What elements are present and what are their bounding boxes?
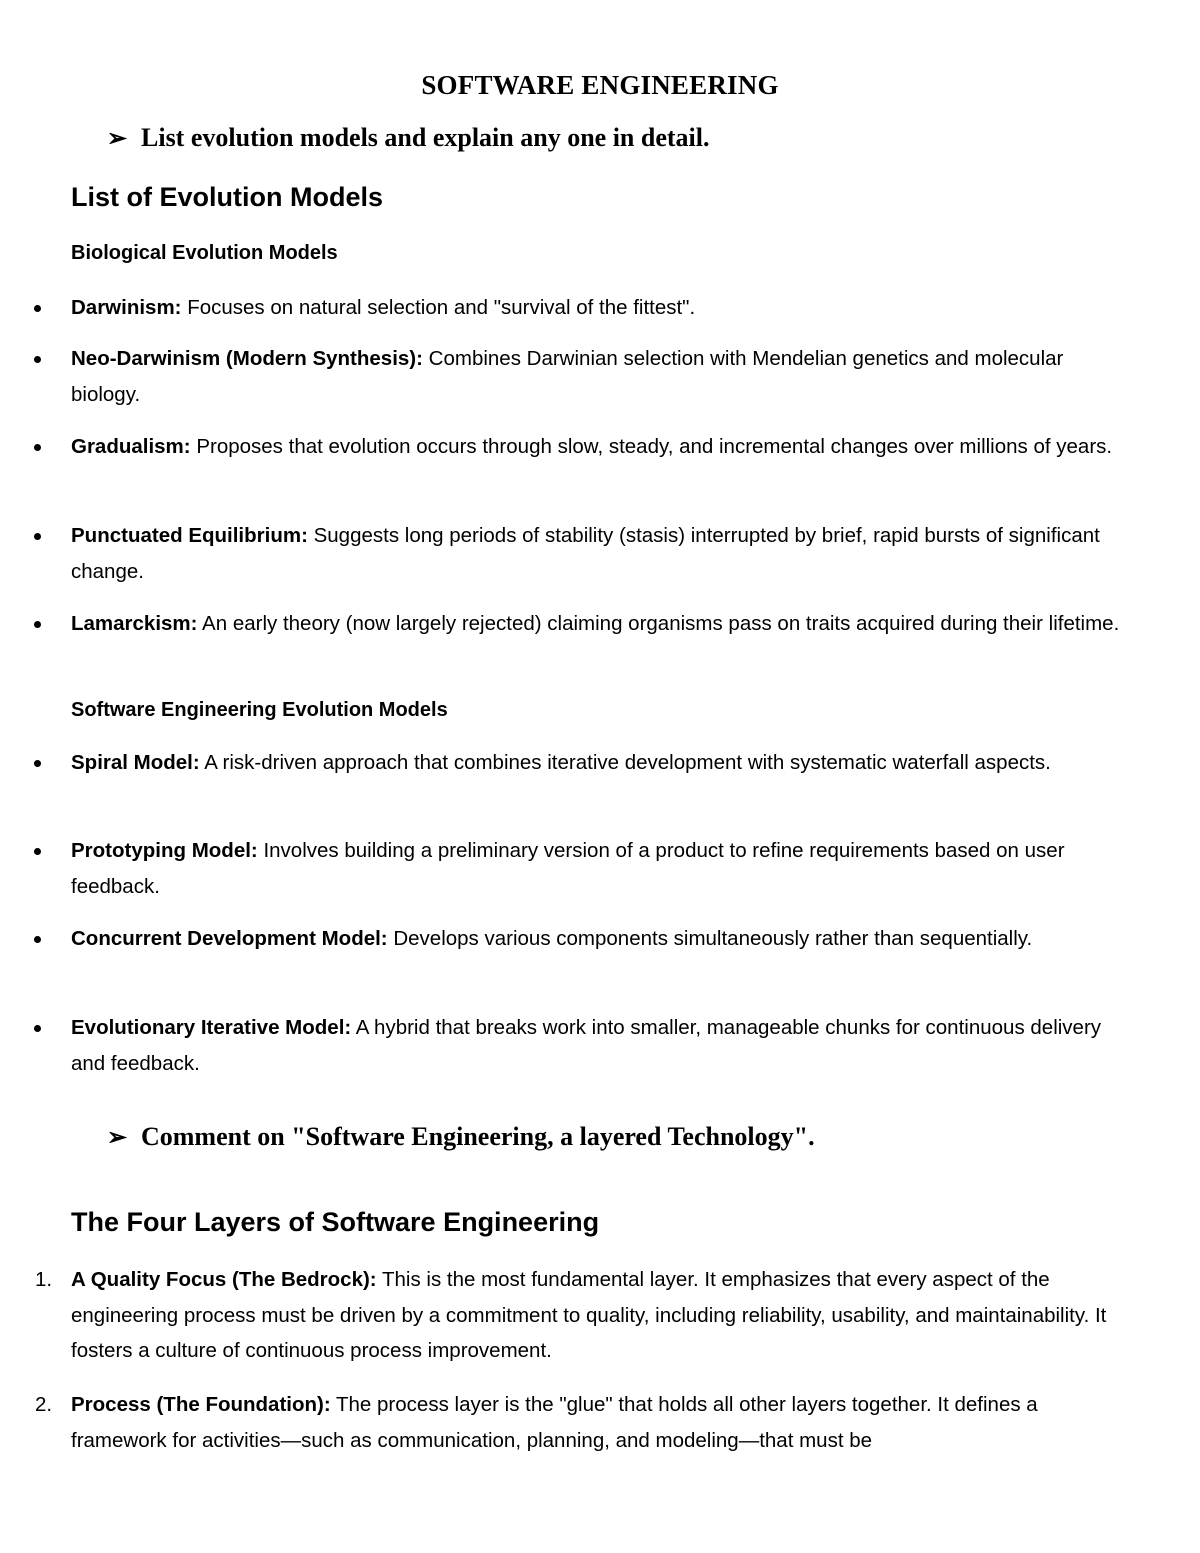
numbered-item-text: The process layer is the "glue" that holds all other layers together. It defines a framework for activities—such as communication, planning, and modeling—that must be	[71, 1393, 1038, 1452]
list-item-spiral-model	[71, 745, 1131, 781]
list-item-text: Proposes that evolution occurs through slow, steady, and incremental changes over millions of years.	[190, 435, 1113, 458]
list-item-text: Involves building a preliminary version of a product to refine requirements based on user feedback.	[71, 839, 1065, 898]
bullet-icon	[34, 621, 41, 628]
list-item-term: Spiral Model:	[71, 751, 200, 774]
arrow-bullet-icon: ➢	[107, 1125, 128, 1151]
bullet-icon	[34, 760, 41, 767]
question-1	[107, 123, 709, 153]
question-2	[107, 1122, 815, 1152]
list-item-neo-darwinism	[71, 341, 1131, 412]
numbered-item-quality-focus	[35, 1262, 1131, 1369]
numbered-item-process	[35, 1387, 1131, 1458]
list-item-term: Punctuated Equilibrium:	[71, 524, 308, 547]
bullet-icon	[34, 533, 41, 540]
list-item-lamarckism	[71, 606, 1131, 642]
list-item-evolutionary-iterative-model	[71, 1010, 1131, 1081]
bullet-icon	[34, 356, 41, 363]
list-item-prototyping-model	[71, 833, 1131, 904]
question-1-text: List evolution models and explain any one in detail.	[141, 123, 710, 152]
list-item-text: Develops various components simultaneously rather than sequentially.	[387, 927, 1033, 950]
subheading-biological-models: Biological Evolution Models	[71, 242, 338, 264]
list-item-term: Gradualism:	[71, 435, 191, 458]
list-item-term: Prototyping Model:	[71, 839, 258, 862]
list-item-term: Darwinism:	[71, 296, 182, 319]
item-number: 2.	[35, 1393, 53, 1416]
bullet-icon	[34, 848, 41, 855]
list-item-text: Focuses on natural selection and "survival of the fittest".	[181, 296, 696, 319]
list-item-darwinism	[71, 290, 1131, 326]
bullet-icon	[34, 936, 41, 943]
list-item-text: An early theory (now largely rejected) claiming organisms pass on traits acquired during their lifetime.	[197, 612, 1120, 635]
bullet-icon	[34, 444, 41, 451]
bullet-icon	[34, 1025, 41, 1032]
list-item-term: Concurrent Development Model:	[71, 927, 388, 950]
list-item-text: A hybrid that breaks work into smaller, manageable chunks for continuous delivery and feedback.	[71, 1016, 1102, 1075]
list-item-term: Neo-Darwinism (Modern Synthesis):	[71, 347, 423, 370]
numbered-item-term: A Quality Focus (The Bedrock):	[71, 1268, 377, 1291]
arrow-bullet-icon: ➢	[107, 126, 128, 152]
numbered-item-term: Process (The Foundation):	[71, 1393, 331, 1416]
section-heading-four-layers: The Four Layers of Software Engineering	[71, 1207, 600, 1237]
list-item-concurrent-model	[71, 921, 1131, 957]
list-item-text: Combines Darwinian selection with Mendelian genetics and molecular biology.	[71, 347, 1064, 406]
list-item-text: A risk-driven approach that combines iterative development with systematic waterfall aspects.	[199, 751, 1051, 774]
list-item-text: Suggests long periods of stability (stasis) interrupted by brief, rapid bursts of significant change.	[71, 524, 1100, 583]
list-item-term: Evolutionary Iterative Model:	[71, 1016, 352, 1039]
subheading-software-models: Software Engineering Evolution Models	[71, 699, 448, 721]
bullet-icon	[34, 305, 41, 312]
list-item-punctuated-equilibrium	[71, 518, 1131, 589]
item-number: 1.	[35, 1268, 53, 1291]
document-title: SOFTWARE ENGINEERING	[421, 70, 779, 100]
question-2-text: Comment on "Software Engineering, a layered Technology".	[141, 1122, 815, 1151]
list-item-term: Lamarckism:	[71, 612, 198, 635]
section-heading-evolution-models: List of Evolution Models	[71, 182, 383, 212]
list-item-gradualism	[71, 429, 1131, 465]
numbered-item-text: This is the most fundamental layer. It emphasizes that every aspect of the engineering process must be driven by a commitment to quality, including reliability, usability, and maintainability. It fosters a culture of continuous process improvement.	[71, 1268, 1107, 1362]
